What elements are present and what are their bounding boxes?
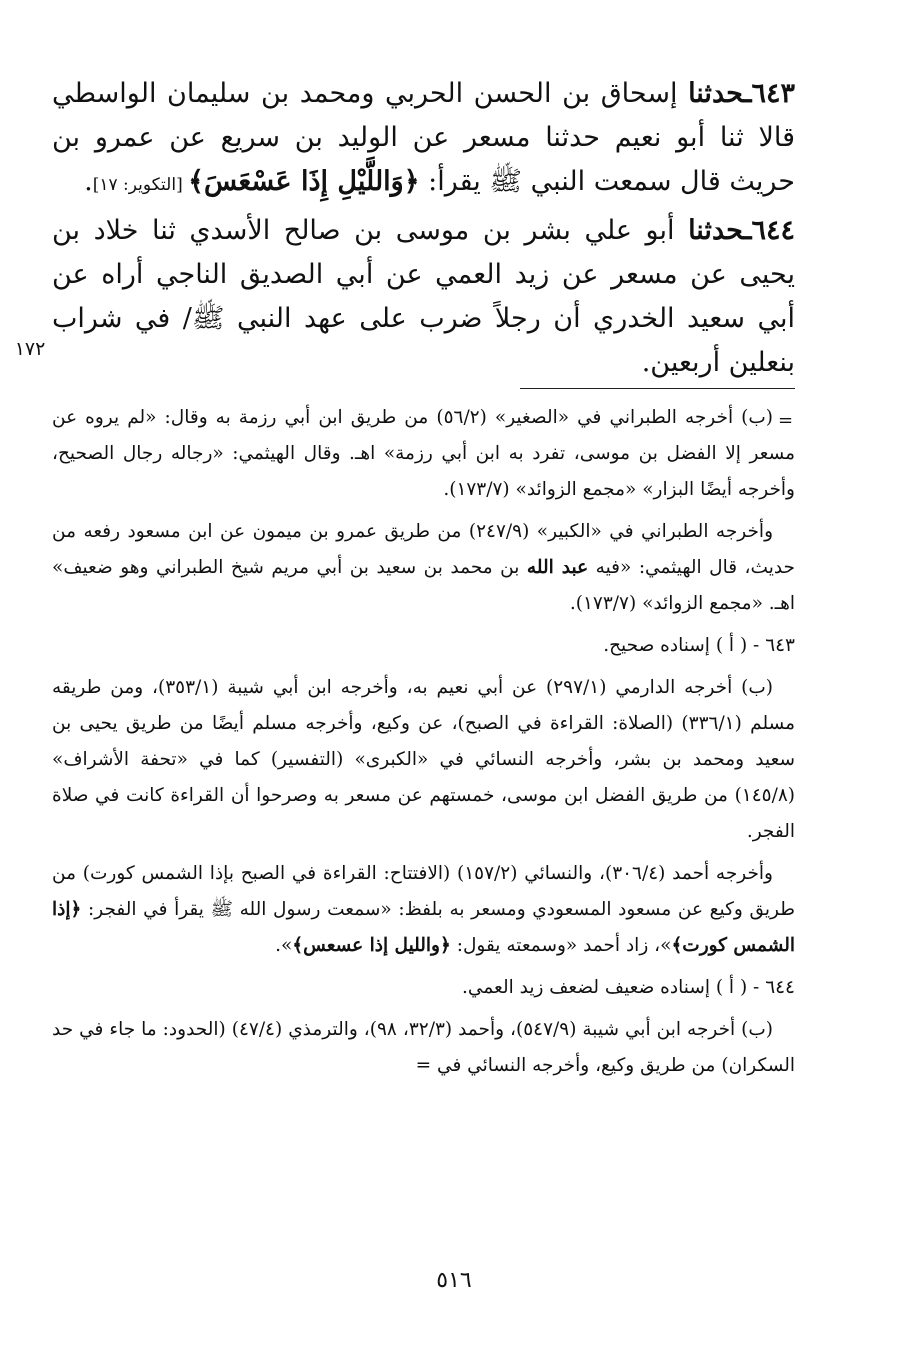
hadith-number: ٦٤٤	[751, 215, 795, 246]
footnote-paragraph: (ب) أخرجه ابن أبي شيبة (٥٤٧/٩)، وأحمد (٣٢/٣، ٩٨)، والترمذي (٤٧/٤) (الحدود: ما جاء في حد السكران) من طريق وكيع، وأخرجه النسائي في =	[52, 1019, 795, 1076]
footnote-bold-name: عبد الله	[526, 557, 589, 578]
main-text	[52, 72, 795, 387]
hadith-end: .	[84, 166, 93, 197]
hadith-644	[52, 209, 795, 385]
footnote-hadith-643-head: ٦٤٣ - ( أ ) إسناده صحيح.	[603, 635, 795, 656]
footnote-text: وأخرجه أحمد (٣٠٦/٤)، والنسائي (١٥٧/٢) (الافتتاح: القراءة في الصبح بإذا الشمس كورت) من طريق وكيع عن مسعود المسعودي ومسعر به بلفظ: «سمعت رسول الله ﷺ يقرأ في الفجر:	[52, 863, 795, 920]
hadith-dash: ـ	[743, 78, 752, 109]
footnote-paragraph	[52, 856, 795, 964]
footnote-text: »، زاد أحمد «وسمعته يقول:	[450, 935, 672, 956]
manuscript-page-marker: ١٧٢	[14, 338, 46, 360]
hadith-text: أبو علي بشر بن موسى بن صالح الأسدي ثنا خلاد بن يحيى عن مسعر عن زيد العمي عن أبي الصديق الناجي أراه عن أبي سعيد الخدري أن رجلاً ضرب على عهد النبي ﷺ/ في شراب بنعلين أربعين.	[52, 215, 795, 378]
footnote-paragraph: (ب) أخرجه الدارمي (٢٩٧/١) عن أبي نعيم به، وأخرجه ابن أبي شيبة (٣٥٣/١)، ومن طريقه مسلم (٣٣٦/١) (الصلاة: القراءة في الصبح)، عن وكيع، وأخرجه مسلم أيضًا من طريق يحيى بن سعيد ومحمد بن بشر، وأخرجه النسائي في «الكبرى» (التفسير) كما في «تحفة الأشراف» (١٤٥/٨) من طريق الفضل ابن موسى، خمستهم عن مسعر به وصرحوا أن القراءة كانت في صلاة الفجر.	[52, 677, 795, 842]
footnote-quran: ﴿والليل إذا عسعس﴾	[292, 935, 451, 956]
verse-reference: [التكوير: ١٧]	[92, 175, 189, 195]
footnotes	[52, 400, 795, 1090]
hadith-number: ٦٤٣	[751, 78, 795, 109]
footnote-quran: ﴿إذا الشمس كورت﴾	[52, 899, 795, 956]
footnote-text: وأخرجه الطبراني في «الكبير» (٢٤٧/٩) من طريق عمرو بن ميمون عن ابن مسعود رفعه من حديث، قال الهيثمي: «فيه	[52, 521, 795, 578]
hadith-lead: حدثنا	[688, 78, 744, 109]
quran-verse: ﴿وَاللَّيْلِ إِذَا عَسْعَسَ﴾	[188, 166, 420, 197]
hadith-text: إسحاق بن الحسن الحربي ومحمد بن سليمان الواسطي قالا ثنا أبو نعيم حدثنا مسعر عن الوليد بن سريع عن عمرو بن حريث قال سمعت النبي ﷺ يقرأ:	[52, 78, 795, 197]
footnote-text: ».	[275, 935, 293, 956]
footnote-paragraph	[52, 514, 795, 622]
footnote-hadith-644-head: ٦٤٤ - ( أ ) إسناده ضعيف لضعف زيد العمي.	[462, 977, 795, 998]
continuation-marker: =	[778, 410, 794, 431]
hadith-643	[52, 72, 795, 207]
footnote-paragraph: (ب) أخرجه الطبراني في «الصغير» (٥٦/٢) من طريق ابن أبي رزمة به وقال: «لم يروه عن مسعر إلا الفضل بن موسى، تفرد به ابن أبي رزمة» اهـ. وقال الهيثمي: «رجاله رجال الصحيح، وأخرجه أيضًا البزار» «مجمع الزوائد» (١٧٣/٧).	[52, 407, 795, 500]
hadith-lead: حدثنا	[688, 215, 744, 246]
page-number: ٥١٦	[436, 1268, 472, 1293]
footnote-text: بن محمد بن سعيد بن أبي مريم شيخ الطبراني وهو ضعيف» اهـ. «مجمع الزوائد» (١٧٣/٧).	[52, 557, 795, 614]
hadith-dash: ـ	[743, 215, 752, 246]
footnote-separator	[520, 388, 795, 389]
